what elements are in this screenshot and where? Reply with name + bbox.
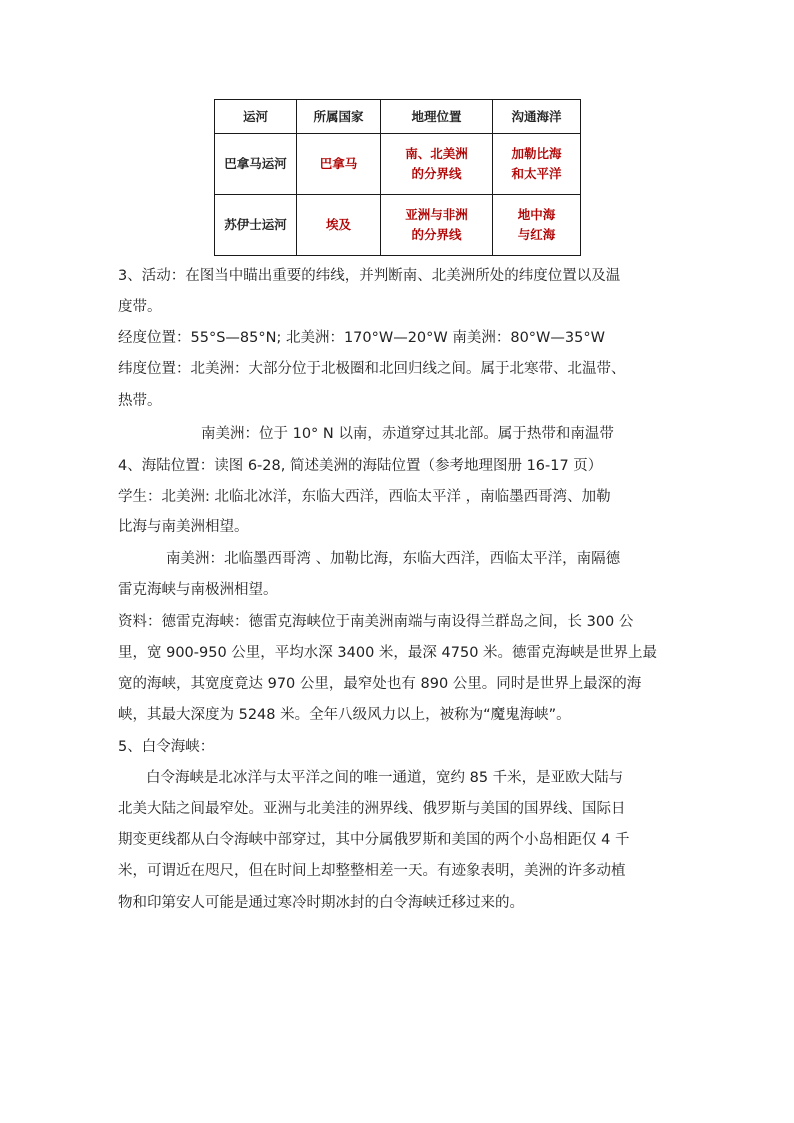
text-line: 热带。 (118, 393, 162, 409)
text-line: 比海与南美洲相望。 (118, 519, 249, 535)
canal-oceans-line: 加勒比海 (511, 146, 562, 161)
text-line: 3、活动：在图当中瞄出重要的纬线，并判断南、北美洲所处的纬度位置以及温 (118, 268, 621, 284)
canal-oceans-line: 和太平洋 (511, 166, 562, 181)
canal-location (381, 134, 493, 195)
text-line: 南美洲：位于 10° N 以南，赤道穿过其北部。属于热带和南温带 (201, 426, 614, 442)
header-location: 地理位置 (381, 100, 493, 134)
text-line: 期变更线都从白令海峡中部穿过，其中分属俄罗斯和美国的两个小岛相距仅 4 千 (118, 832, 630, 848)
canal-oceans (493, 134, 581, 195)
canal-location (381, 195, 493, 256)
text-line: 北美大陆之间最窄处。亚洲与北美洼的洲界线、俄罗斯与美国的国界线、国际日 (118, 801, 626, 817)
text-line: 5、白令海峡： (118, 739, 215, 755)
text-line: 纬度位置：北美洲：大部分位于北极圈和北回归线之间。属于北寒带、北温带、 (118, 361, 626, 377)
canal-country: 埃及 (297, 195, 381, 256)
text-line: 里，宽 900-950 公里，平均水深 3400 米，最深 4750 米。德雷克海峡是世界上最 (118, 645, 658, 661)
text-line: 4、海陆位置：读图 6-28, 简述美洲的海陆位置（参考地理图册 16-17 页） (118, 458, 603, 474)
canal-oceans (493, 195, 581, 256)
text-line: 白令海峡是北冰洋与太平洋之间的唯一通道，宽约 85 千米，是亚欧大陆与 (146, 770, 624, 786)
header-canal: 运河 (215, 100, 297, 134)
canal-location-line: 亚洲与非洲 (405, 207, 468, 222)
canal-location-line: 的分界线 (411, 166, 462, 181)
canal-table (214, 99, 581, 256)
text-line: 南美洲：北临墨西哥湾 、加勒比海，东临大西洋，西临太平洋，南隔德 (166, 551, 621, 567)
text-line: 度带。 (118, 299, 162, 315)
text-line: 学生：北美洲: 北临北冰洋，东临大西洋，西临太平洋 ，南临墨西哥湾、加勒 (118, 489, 611, 505)
canal-oceans-line: 与红海 (517, 227, 556, 242)
text-line: 经度位置：55°S—85°N; 北美洲：170°W—20°W 南美洲：80°W—35°W (118, 330, 605, 346)
table-row (215, 195, 581, 256)
text-line: 资料：德雷克海峡：德雷克海峡位于南美洲南端与南设得兰群岛之间，长 300 公 (118, 614, 634, 630)
text-line: 雷克海峡与南极洲相望。 (118, 582, 278, 598)
canal-country: 巴拿马 (297, 134, 381, 195)
text-line: 物和印第安人可能是通过寒冷时期冰封的白令海峡迁移过来的。 (118, 895, 524, 911)
canal-oceans-line: 地中海 (517, 207, 556, 222)
text-line: 宽的海峡，其宽度竟达 970 公里，最窄处也有 890 公里。同时是世界上最深的海 (118, 676, 642, 692)
canal-location-line: 南、北美洲 (405, 146, 468, 161)
text-line: 峡，其最大深度为 5248 米。全年八级风力以上，被称为“魔鬼海峡”。 (118, 707, 571, 723)
canal-name: 巴拿马运河 (215, 134, 297, 195)
canal-name: 苏伊士运河 (215, 195, 297, 256)
header-oceans: 沟通海洋 (493, 100, 581, 134)
text-line: 米，可谓近在咫尺，但在时间上却整整相差一天。有迹象表明，美洲的许多动植 (118, 863, 626, 879)
header-country: 所属国家 (297, 100, 381, 134)
canal-location-line: 的分界线 (411, 227, 462, 242)
table-row (215, 134, 581, 195)
table-header-row (215, 100, 581, 134)
